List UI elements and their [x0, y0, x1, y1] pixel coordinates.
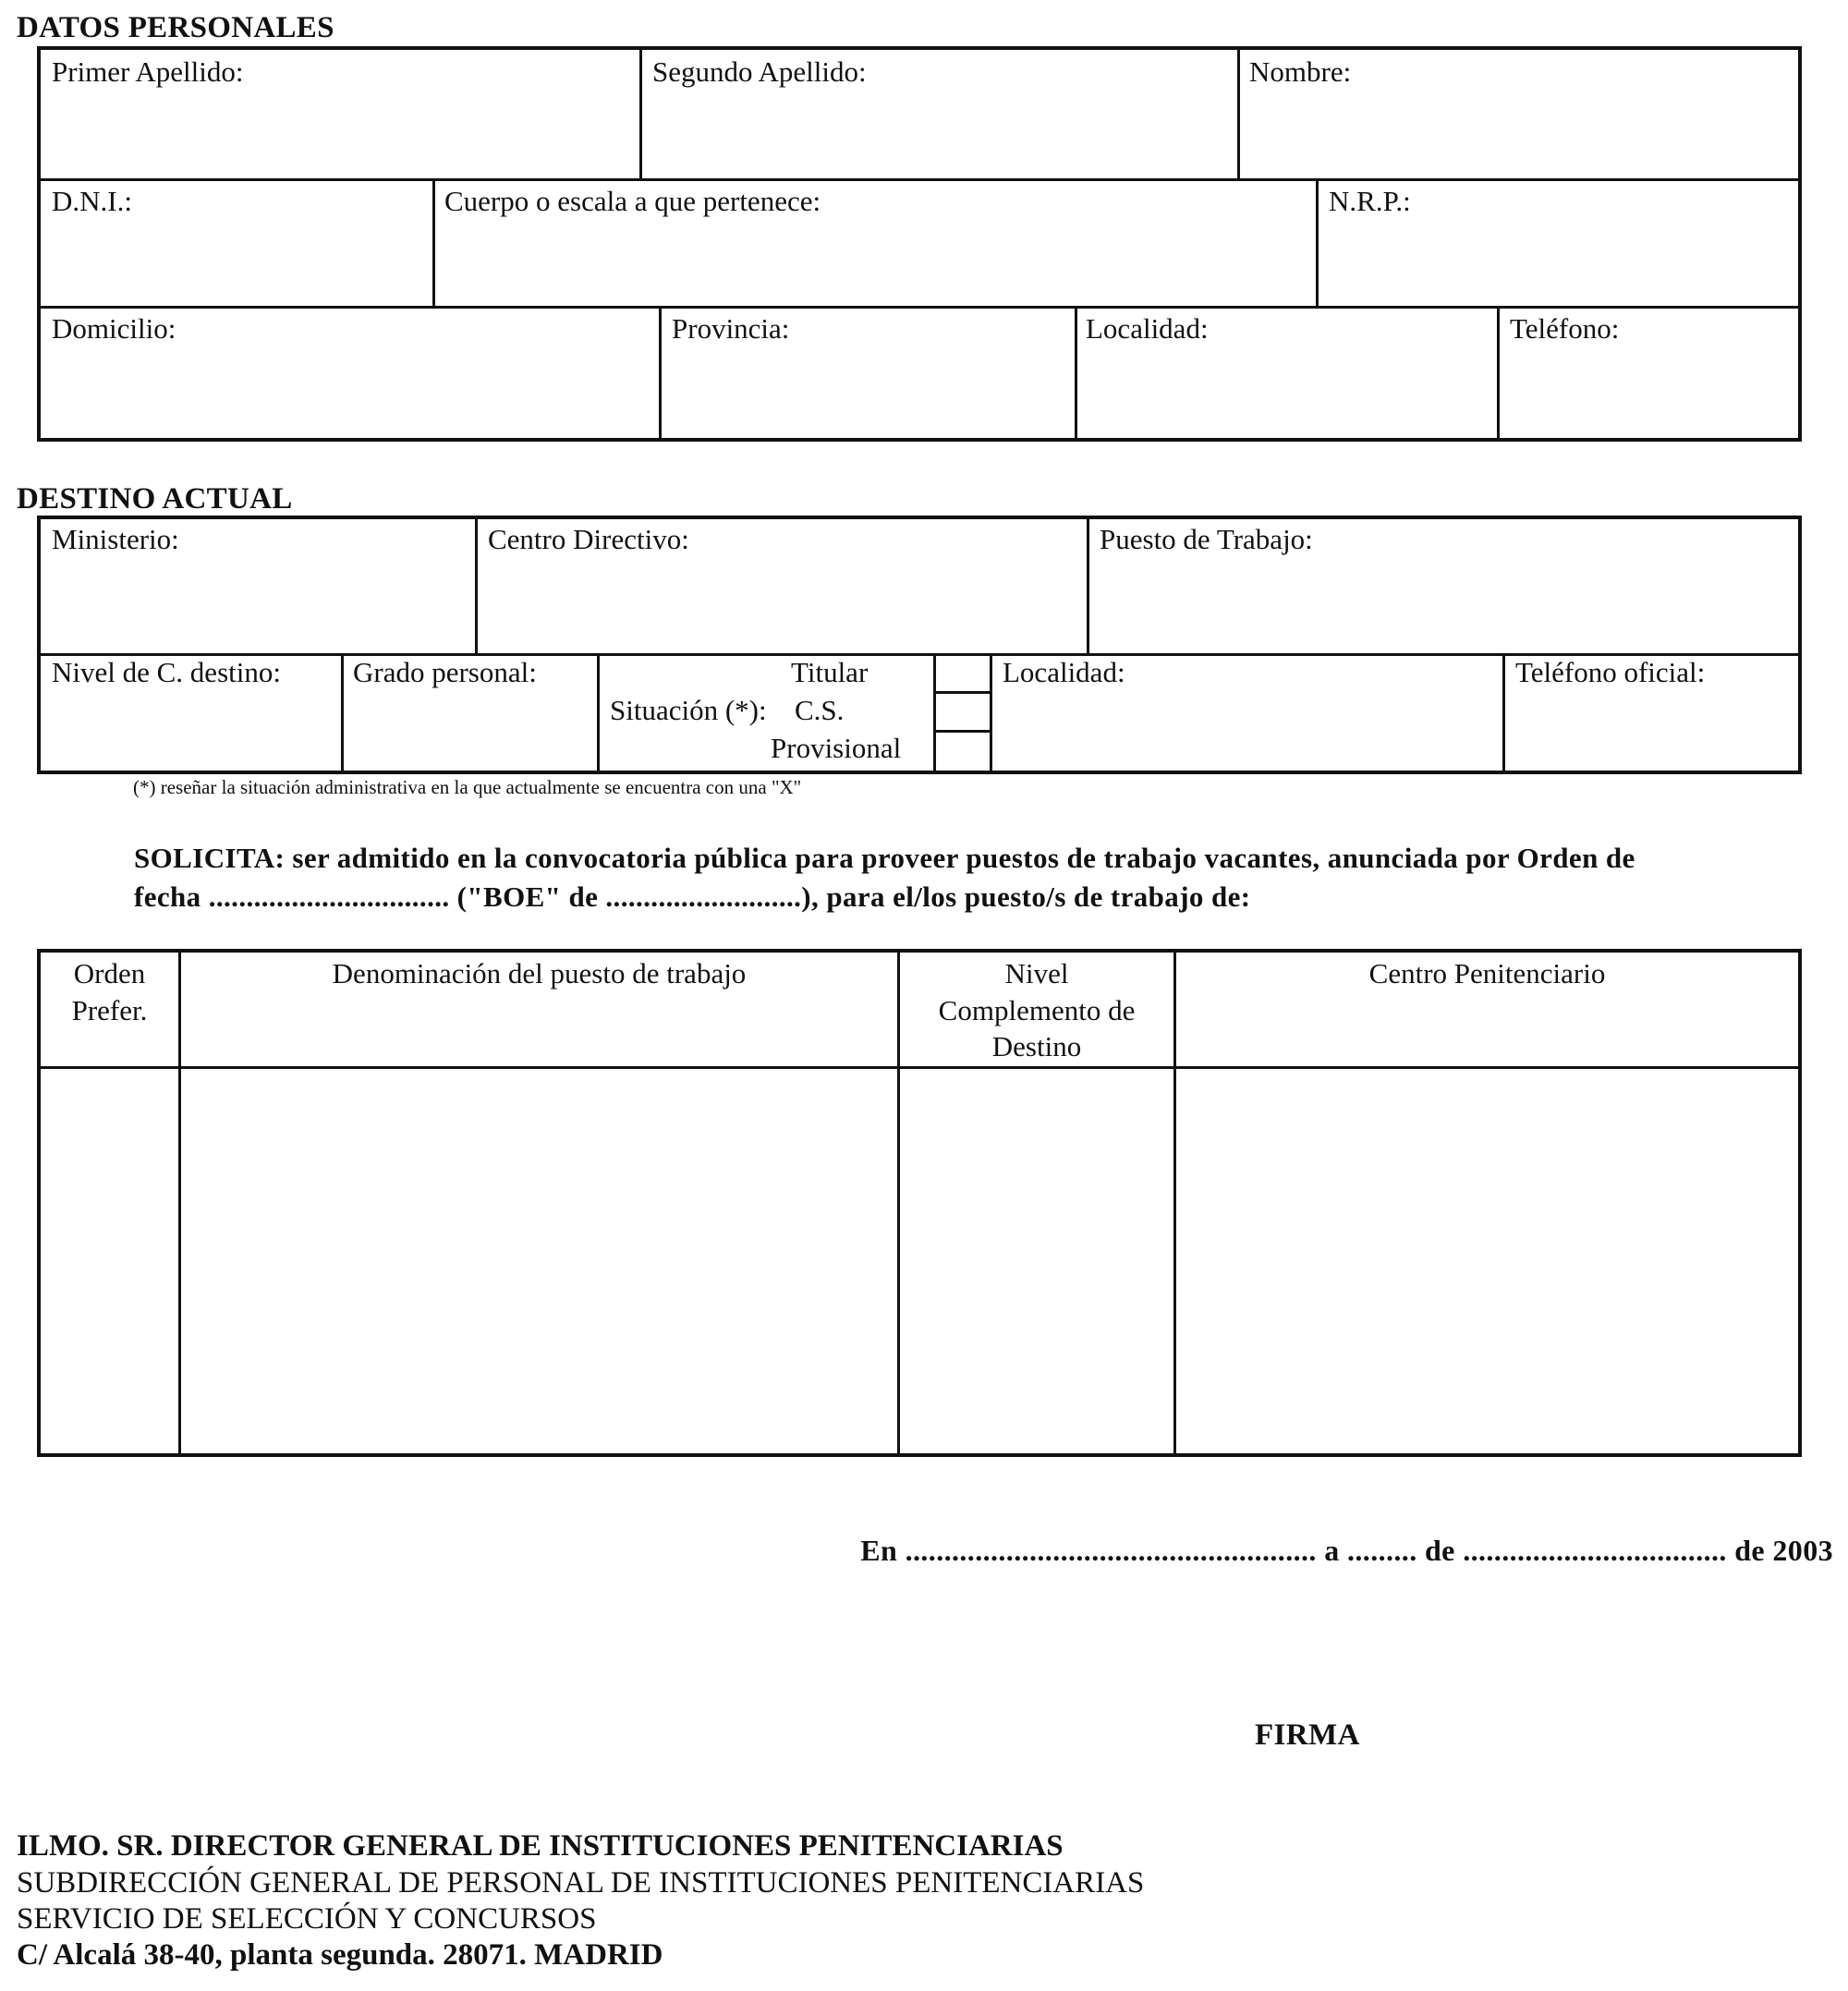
solicita-line-2: fecha ................................ ("BOE" de ..........................), para el/los puesto/s de trabajo de: [134, 880, 1251, 913]
centro-cell[interactable] [1176, 1070, 1798, 1454]
situacion-footnote: (*) reseñar la situación administrativa en la que actualmente se encuentra con una "X" [133, 776, 802, 798]
col-divider [990, 654, 992, 772]
centro-directivo-field[interactable]: Centro Directivo: [488, 523, 689, 555]
datos-personales-box [37, 46, 1802, 442]
localidad-destino-field[interactable]: Localidad: [1003, 656, 1125, 688]
col-divider [341, 654, 344, 772]
col-divider [1497, 307, 1500, 439]
nombre-field[interactable]: Nombre: [1249, 55, 1352, 88]
localidad-field[interactable]: Localidad: [1086, 312, 1209, 345]
titular-checkbox[interactable] [937, 656, 989, 690]
footer-servicio: SERVICIO DE SELECCIÓN Y CONCURSOS [17, 1902, 597, 1936]
col-divider [1087, 517, 1089, 654]
footer-director: ILMO. SR. DIRECTOR GENERAL DE INSTITUCIONES PENITENCIARIAS [17, 1829, 1064, 1863]
destino-actual-box [37, 516, 1802, 774]
col-divider [1502, 654, 1505, 772]
col-centro-header: Centro Penitenciario [1368, 957, 1606, 989]
col-nivel-header-3: Destino [991, 1030, 1082, 1062]
puesto-trabajo-field[interactable]: Puesto de Trabajo: [1100, 523, 1313, 555]
ministerio-field[interactable]: Ministerio: [52, 523, 179, 555]
col-divider [432, 179, 435, 307]
col-divider [933, 654, 936, 772]
nivel-destino-field[interactable]: Nivel de C. destino: [52, 656, 281, 688]
solicita-line-1: SOLICITA: ser admitido en la convocatoria pública para proveer puestos de trabajo vacantes, anunciada por Orden de [134, 842, 1635, 874]
denominacion-cell[interactable] [181, 1070, 897, 1454]
col-divider [1316, 179, 1319, 307]
firma-label: FIRMA [1255, 1718, 1360, 1752]
datos-personales-heading: DATOS PERSONALES [17, 11, 334, 44]
row-divider [39, 178, 1800, 181]
footer-address: C/ Alcalá 38-40, planta segunda. 28071. MADRID [17, 1938, 663, 1972]
col-orden-header-2: Prefer. [71, 994, 148, 1026]
domicilio-field[interactable]: Domicilio: [52, 312, 176, 345]
col-divider [639, 48, 642, 179]
primer-apellido-field[interactable]: Primer Apellido: [52, 55, 244, 88]
nrp-field[interactable]: N.R.P.: [1329, 185, 1411, 217]
cuerpo-escala-field[interactable]: Cuerpo o escala a que pertenece: [444, 185, 821, 217]
col-divider [597, 654, 600, 772]
provincia-field[interactable]: Provincia: [672, 312, 790, 345]
col-nivel-header-1: Nivel [1004, 957, 1069, 989]
col-denominacion-header: Denominación del puesto de trabajo [332, 957, 747, 989]
grado-personal-field[interactable]: Grado personal: [353, 656, 537, 688]
cs-checkbox[interactable] [937, 694, 989, 729]
segundo-apellido-field[interactable]: Segundo Apellido: [652, 55, 867, 88]
situacion-titular-label: Titular [791, 656, 869, 688]
situacion-provisional-label: Provisional [771, 732, 902, 764]
col-orden-header-1: Orden [73, 957, 146, 989]
provisional-checkbox[interactable] [937, 733, 989, 770]
orden-cell[interactable] [41, 1070, 178, 1454]
fecha-line: En ..................................................... a ......... de .................................. de 2003 [860, 1534, 1833, 1567]
dni-field[interactable]: D.N.I.: [52, 185, 132, 217]
situacion-label: Situación (*): [610, 694, 767, 726]
col-divider [659, 307, 662, 439]
destino-actual-heading: DESTINO ACTUAL [17, 482, 293, 516]
col-nivel-header-2: Complemento de [938, 994, 1136, 1026]
row-divider [39, 306, 1800, 309]
col-divider [1237, 48, 1240, 179]
table-header-divider [39, 1066, 1800, 1069]
situacion-cs-label: C.S. [795, 694, 845, 726]
nivel-cell[interactable] [900, 1070, 1173, 1454]
telefono-field[interactable]: Teléfono: [1510, 312, 1620, 345]
col-divider [475, 517, 478, 654]
footer-subdireccion: SUBDIRECCIÓN GENERAL DE PERSONAL DE INSTITUCIONES PENITENCIARIAS [17, 1866, 1145, 1900]
col-divider [1075, 307, 1077, 439]
telefono-oficial-field[interactable]: Teléfono oficial: [1515, 656, 1706, 688]
